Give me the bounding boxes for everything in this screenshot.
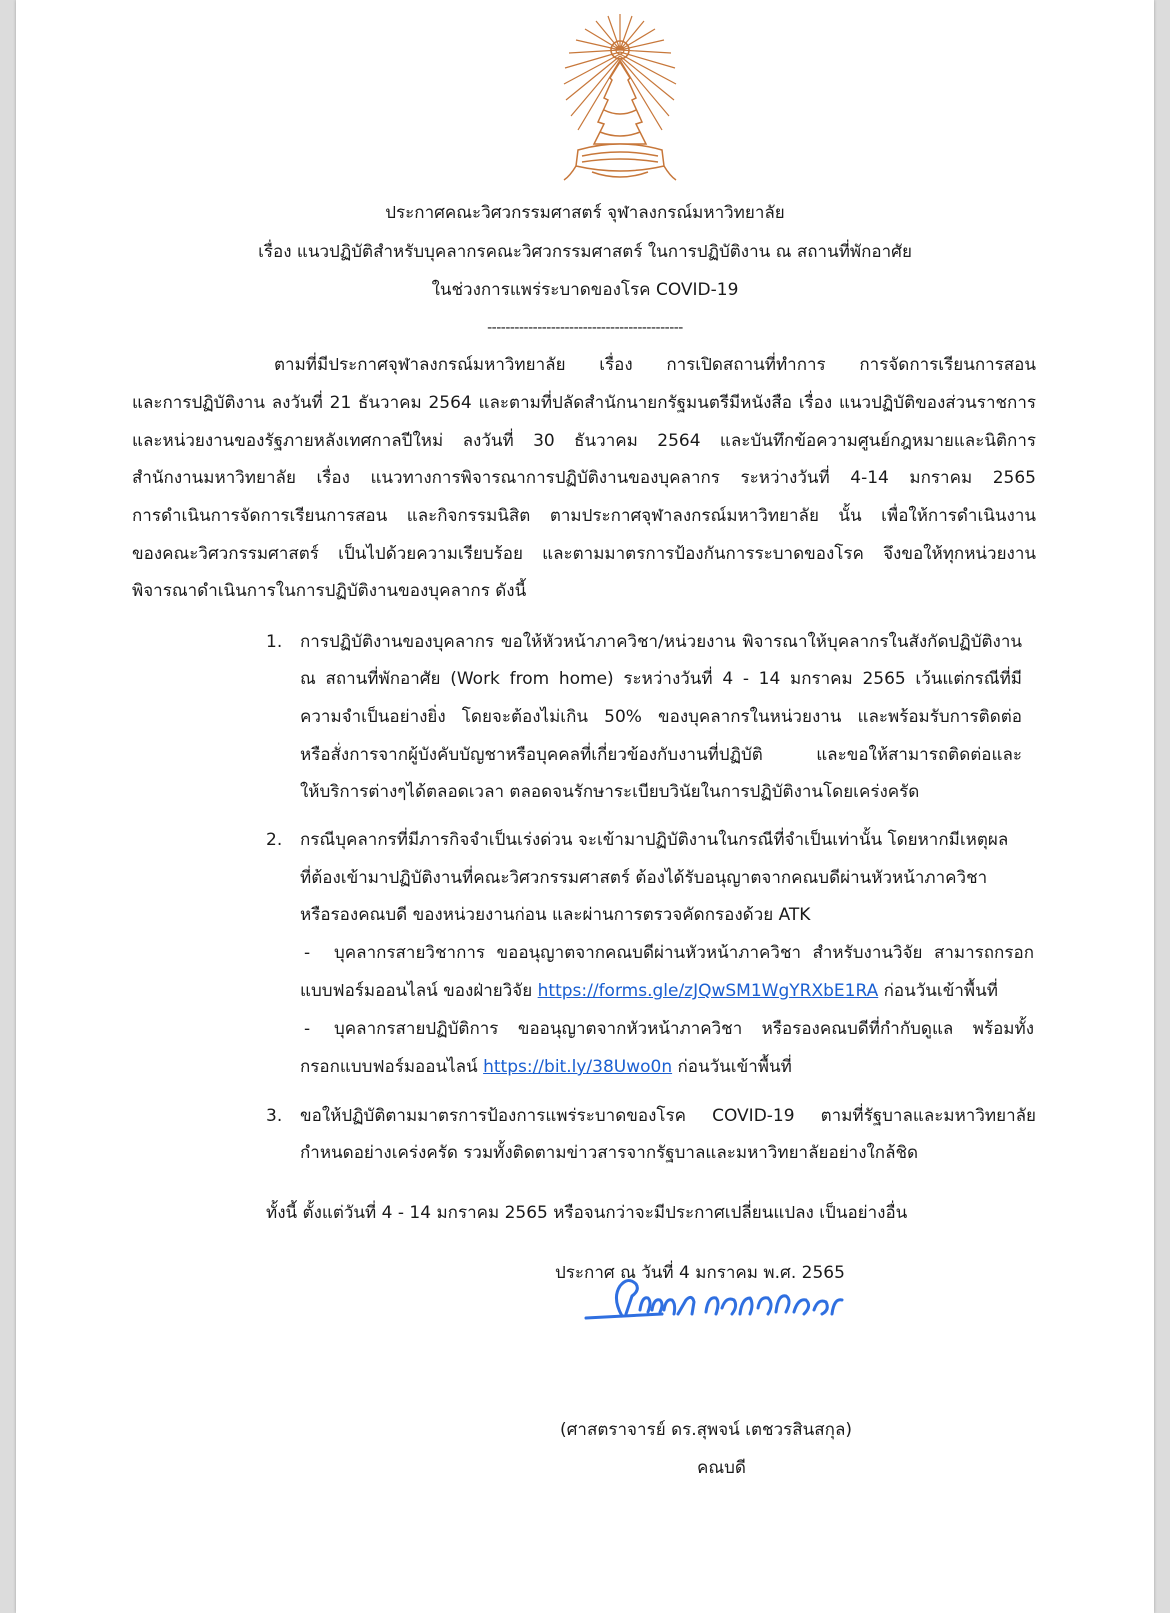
- announcement-subject-continued: ในช่วงการแพร่ระบาดของโรค COVID-19: [431, 280, 739, 300]
- research-form-link[interactable]: https://forms.gle/zJQwSM1WgYRXbE1RA: [537, 981, 879, 1001]
- intro-line-3: และหน่วยงานของรัฐภายหลังเทศกาลปีใหม่ ลงวันที่ 30 ธันวาคม 2564 และบันทึกข้อความศูนย์กฎหมายและนิติการ: [132, 431, 1036, 451]
- item-2-number: 2.: [266, 830, 283, 850]
- item-3-number: 3.: [266, 1106, 283, 1126]
- closing-statement: ทั้งนี้ ตั้งแต่วันที่ 4 - 14 มกราคม 2565 หรือจนกว่าจะมีประกาศเปลี่ยนแปลง เป็นอย่างอื่น: [266, 1203, 908, 1223]
- sub-operations-text-pre: กรอกแบบฟอร์มออนไลน์: [300, 1057, 484, 1077]
- item-1-line-3: ความจำเป็นอย่างยิ่ง โดยจะต้องไม่เกิน 50% ของบุคลากรในหน่วยงาน และพร้อมรับการติดต่อ: [300, 707, 1022, 727]
- item-1-line-2: ณ สถานที่พักอาศัย (Work from home) ระหว่างวันที่ 4 - 14 มกราคม 2565 เว้นแต่กรณีที่มี: [300, 669, 1022, 689]
- intro-line-6: ของคณะวิศวกรรมศาสตร์ เป็นไปด้วยความเรียบร้อย และตามมาตรการป้องกันการระบาดของโรค จึงขอให้ทุกหน่วยงาน: [132, 544, 1036, 564]
- sub-operations-line-2: [300, 1055, 792, 1079]
- sub-academic-text-pre: แบบฟอร์มออนไลน์ ของฝ่ายวิจัย: [300, 981, 538, 1001]
- item-2-line-1: กรณีบุคลากรที่มีภารกิจจำเป็นเร่งด่วน จะเข้ามาปฏิบัติงานในกรณีที่จำเป็นเท่านั้น โดยหากมีเหตุผล: [300, 830, 1009, 850]
- dean-signature: [582, 1258, 882, 1354]
- intro-line-5: การดำเนินการจัดการเรียนการสอน และกิจกรรมนิสิต ตามประกาศจุฬาลงกรณ์มหาวิทยาลัย นั้น เพื่อให้การดำเนินงาน: [132, 506, 1036, 526]
- signatory-name: (ศาสตราจารย์ ดร.สุพจน์ เตชวรสินสกุล): [560, 1420, 852, 1440]
- item-1-line-4: หรือสั่งการจากผู้บังคับบัญชาหรือบุคคลที่เกี่ยวข้องกับงานที่ปฏิบัติ และขอให้สามารถติดต่อและ: [300, 745, 1022, 765]
- sub-bullet-academic: -: [304, 943, 311, 963]
- intro-line-4: สำนักงานมหาวิทยาลัย เรื่อง แนวทางการพิจารณาการปฏิบัติงานของบุคลากร ระหว่างวันที่ 4-14 มกราคม 2565: [132, 468, 1036, 488]
- sub-operations-text-post: ก่อนวันเข้าพื้นที่: [672, 1057, 792, 1077]
- item-1-number: 1.: [266, 632, 283, 652]
- item-2-line-2: ที่ต้องเข้ามาปฏิบัติงานที่คณะวิศวกรรมศาสตร์ ต้องได้รับอนุญาตจากคณบดีผ่านหัวหน้าภาควิชา: [300, 868, 988, 888]
- announcement-date: ประกาศ ณ วันที่ 4 มกราคม พ.ศ. 2565: [555, 1263, 845, 1283]
- announcement-subject: เรื่อง แนวปฏิบัติสำหรับบุคลากรคณะวิศวกรรมศาสตร์ ในการปฏิบัติงาน ณ สถานที่พักอาศัย: [258, 242, 912, 262]
- sub-operations-line-1: บุคลากรสายปฏิบัติการ ขออนุญาตจากหัวหน้าภาควิชา หรือรองคณบดีที่กำกับดูแล พร้อมทั้ง: [334, 1019, 1034, 1039]
- sub-academic-line-2: [300, 979, 998, 1003]
- item-3-line-1: ขอให้ปฏิบัติตามมาตรการป้องการแพร่ระบาดของโรค COVID-19 ตามที่รัฐบาลและมหาวิทยาลัย: [300, 1106, 1036, 1126]
- operations-form-link[interactable]: https://bit.ly/38Uwo0n: [483, 1057, 673, 1077]
- sub-academic-text-post: ก่อนวันเข้าพื้นที่: [878, 981, 998, 1001]
- university-emblem-icon: [552, 10, 688, 190]
- intro-line-2: และการปฏิบัติงาน ลงวันที่ 21 ธันวาคม 2564 และตามที่ปลัดสำนักนายกรัฐมนตรีมีหนังสือ เรื่อง แนวปฏิบัติของส่วนราชการ: [132, 393, 1036, 413]
- announcement-title: ประกาศคณะวิศวกรรมศาสตร์ จุฬาลงกรณ์มหาวิทยาลัย: [385, 203, 785, 223]
- item-1-line-1: การปฏิบัติงานของบุคลากร ขอให้หัวหน้าภาควิชา/หน่วยงาน พิจารณาให้บุคลากรในสังกัดปฏิบัติงาน: [300, 632, 1022, 652]
- sub-bullet-operations: -: [304, 1019, 311, 1039]
- intro-line-7: พิจารณาดำเนินการในการปฏิบัติงานของบุคลากร ดังนี้: [132, 581, 527, 601]
- item-2-line-3: หรือรองคณบดี ของหน่วยงานก่อน และผ่านการตรวจคัดกรองด้วย ATK: [300, 905, 811, 925]
- item-1-line-5: ให้บริการต่างๆได้ตลอดเวลา ตลอดจนรักษาระเบียบวินัยในการปฏิบัติงานโดยเคร่งครัด: [300, 782, 920, 802]
- title-divider: -------------------------------------------: [487, 320, 683, 336]
- intro-line-1: ตามที่มีประกาศจุฬาลงกรณ์มหาวิทยาลัย เรื่อง การเปิดสถานที่ทำการ การจัดการเรียนการสอน: [274, 355, 1036, 375]
- sub-academic-line-1: บุคลากรสายวิชาการ ขออนุญาตจากคณบดีผ่านหัวหน้าภาควิชา สำหรับงานวิจัย สามารถกรอก: [334, 943, 1034, 963]
- signatory-position: คณบดี: [697, 1458, 746, 1478]
- item-3-line-2: กำหนดอย่างเคร่งครัด รวมทั้งติดตามข่าวสารจากรัฐบาลและมหาวิทยาลัยอย่างใกล้ชิด: [300, 1143, 919, 1163]
- announcement-page: [16, 0, 1154, 1613]
